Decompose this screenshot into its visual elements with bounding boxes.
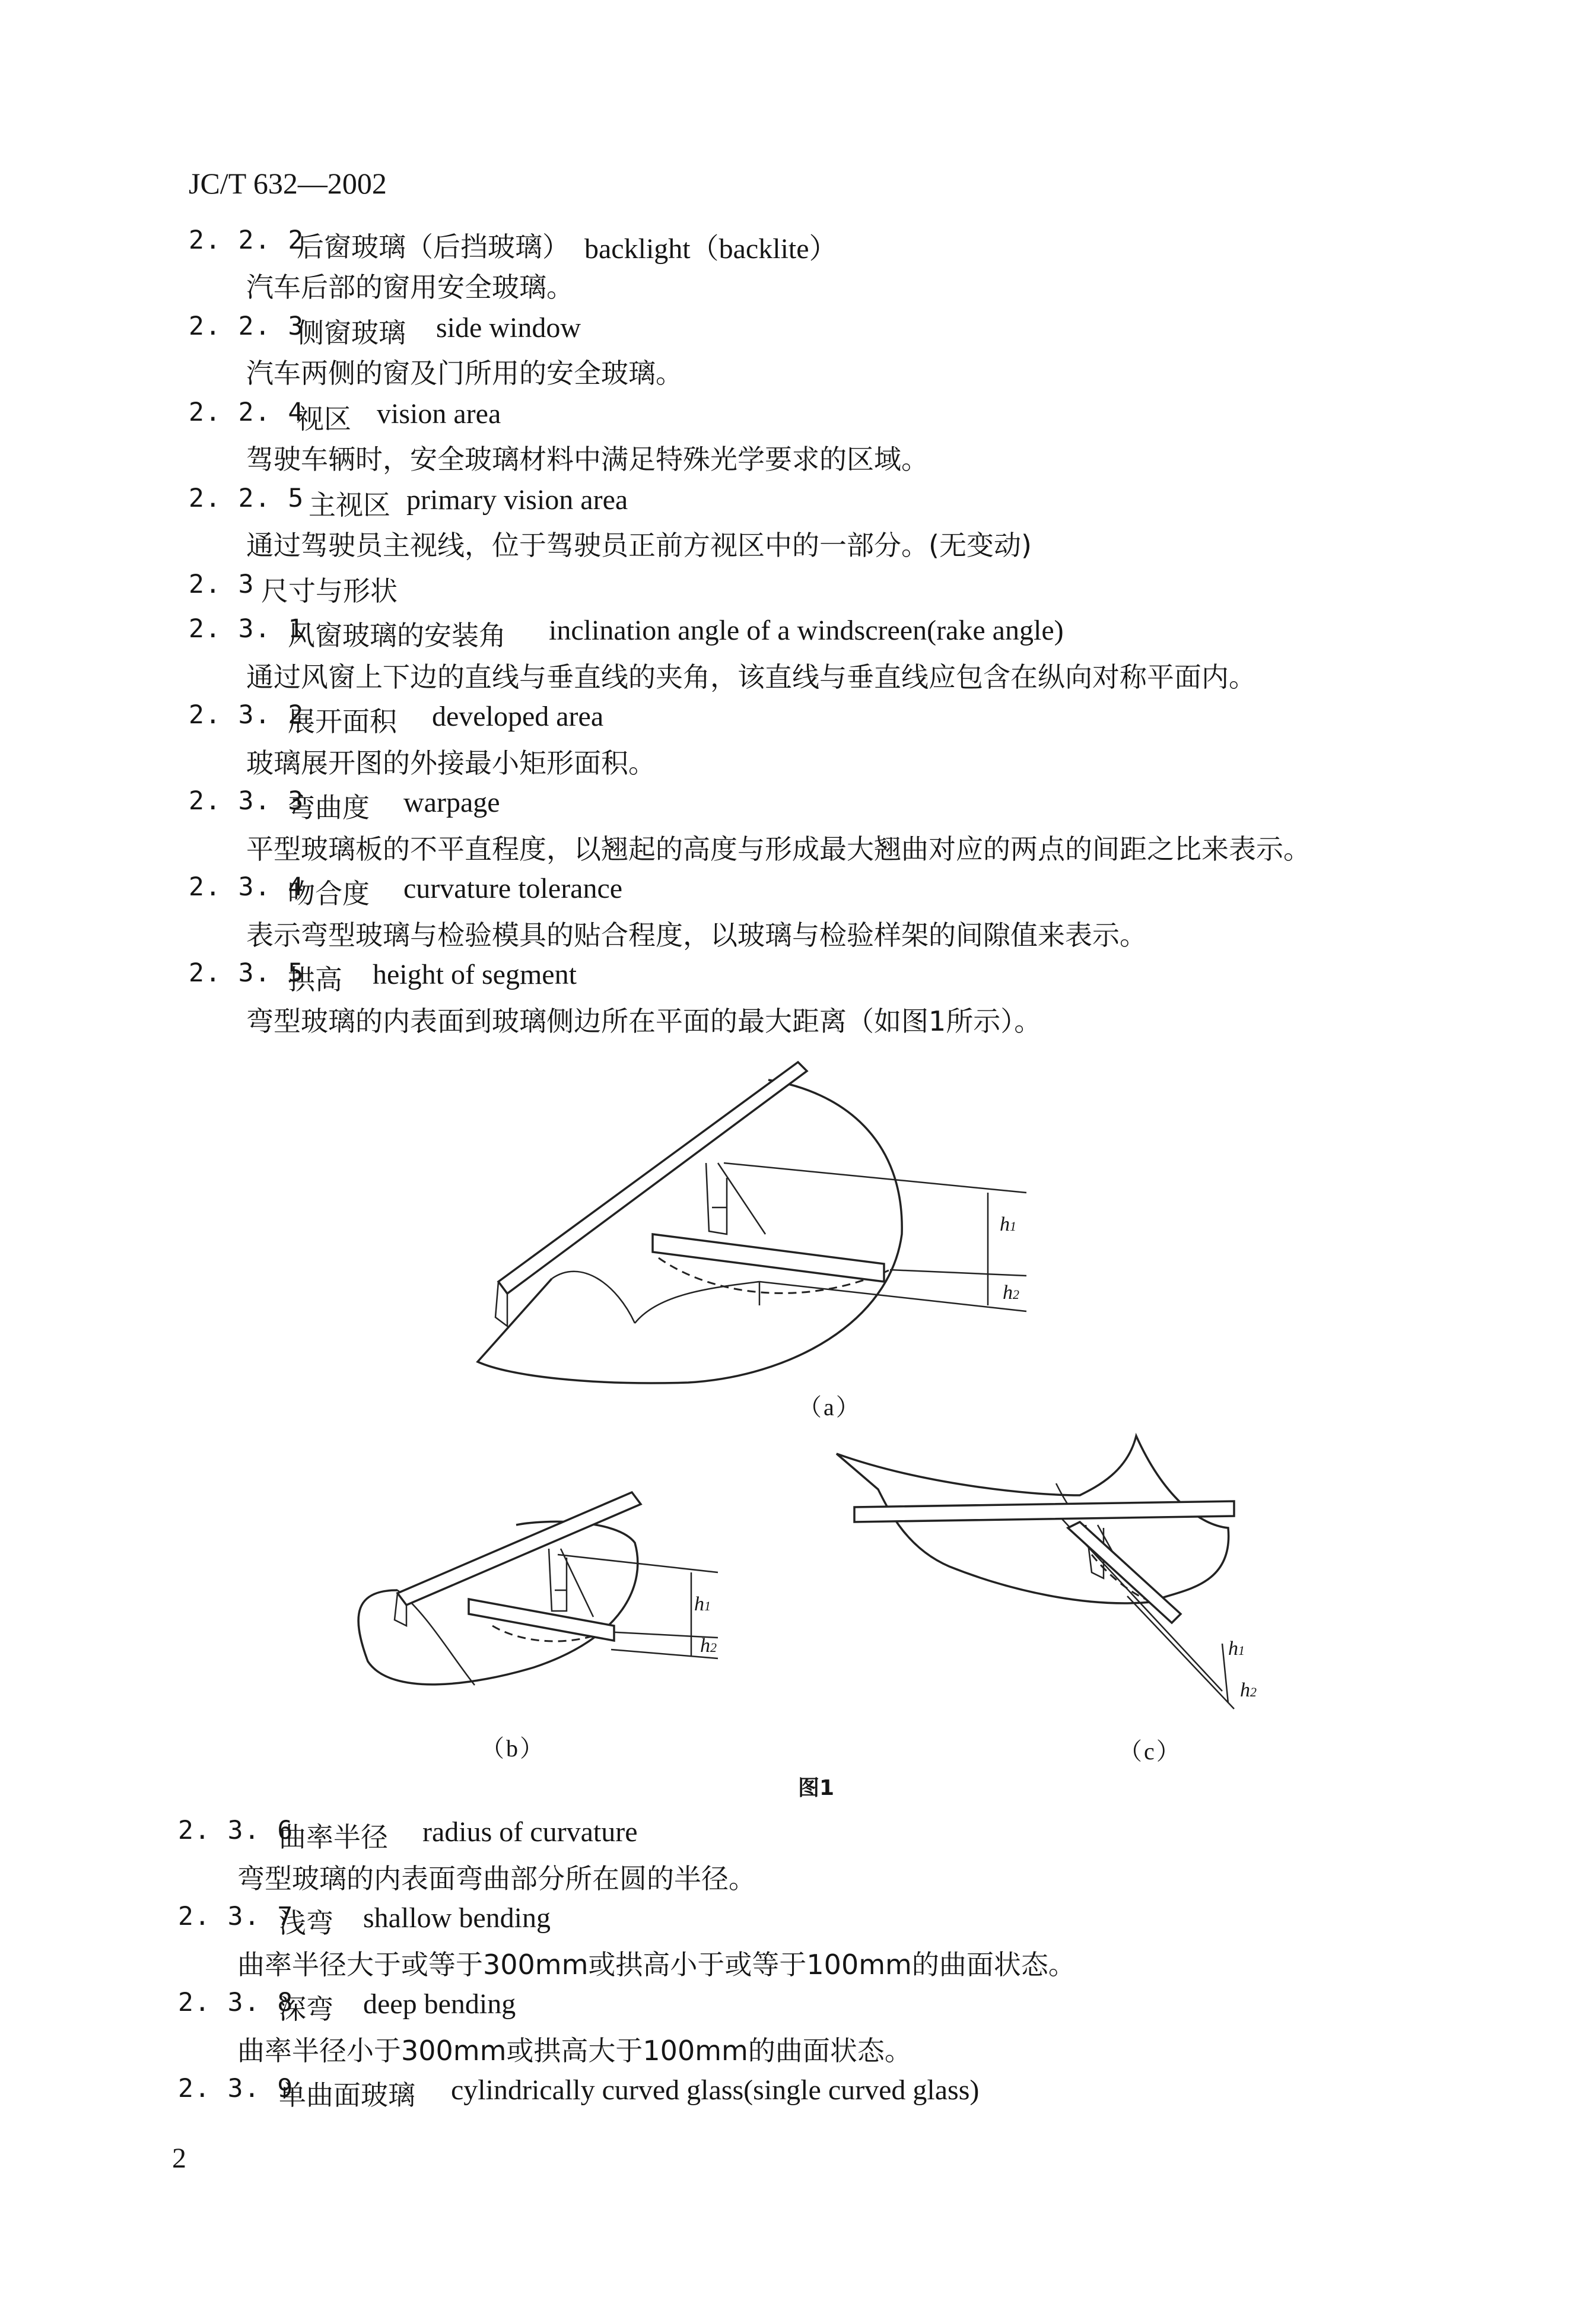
entry-number: 2. 2. 2 <box>189 225 305 255</box>
entry-term-zh: 拱高 <box>288 964 342 996</box>
entry-term-en: cylindrically curved glass(single curved glass) <box>451 2074 980 2106</box>
entry-term-en: developed area <box>432 701 604 732</box>
entry-term-zh: 深弯 <box>279 1993 333 2025</box>
entry-term-en: side window <box>436 312 581 344</box>
cross-bar-c <box>1068 1522 1181 1623</box>
entry-definition: 通过驾驶员主视线，位于驾驶员正前方视区中的一部分。(无变动) <box>246 529 1032 561</box>
entry-definition: 通过风窗上下边的直线与垂直线的夹角，该直线与垂直线应包含在纵向对称平面内。 <box>246 661 1256 693</box>
entry-term-en: height of segment <box>373 959 577 990</box>
entry-definition: 弯型玻璃的内表面弯曲部分所在圆的半径。 <box>237 1863 756 1895</box>
entry-term-zh: 视区 <box>297 403 351 435</box>
entry-term-en: shallow bending <box>363 1902 551 1934</box>
entry-number: 2. 2. 4 <box>189 398 305 427</box>
entry-term-en: backlight（backlite） <box>584 233 838 265</box>
entry-term-zh: 吻合度 <box>288 878 370 910</box>
section-title: 尺寸与形状 <box>261 575 398 607</box>
entry-term-zh: 后窗玻璃（后挡玻璃） <box>297 231 570 263</box>
entry-term-en: primary vision area <box>406 484 628 516</box>
entry-number: 2. 3. 5 <box>189 958 305 988</box>
h2-label-c: h2 <box>1240 1679 1257 1701</box>
entry-term-zh: 风窗玻璃的安装角 <box>288 619 506 652</box>
h1-label-a: h1 <box>1000 1213 1016 1235</box>
figure-label-a: （a） <box>798 1394 861 1421</box>
entry-number: 2. 3. 3 <box>189 786 305 816</box>
entry-definition: 平型玻璃板的不平直程度，以翘起的高度与形成最大翘曲对应的两点的间距之比来表示。 <box>246 833 1311 865</box>
entry-term-en: vision area <box>377 398 501 430</box>
entry-term-en: radius of curvature <box>422 1816 638 1848</box>
entry-term-zh: 弯曲度 <box>288 792 370 824</box>
entry-term-zh: 曲率半径 <box>279 1821 388 1853</box>
entry-definition: 汽车两侧的窗及门所用的安全玻璃。 <box>246 357 683 389</box>
entry-definition: 玻璃展开图的外接最小矩形面积。 <box>246 747 656 779</box>
entry-term-zh: 浅弯 <box>279 1907 333 1939</box>
h2-label-b: h2 <box>700 1635 717 1657</box>
entry-definition: 曲率半径小于300mm或拱高大于100mm的曲面状态。 <box>237 2035 912 2067</box>
document-code: JC/T 632—2002 <box>189 167 387 200</box>
h2-label-a: h2 <box>1003 1282 1019 1304</box>
entry-number: 2. 3. 4 <box>189 872 305 902</box>
entry-definition: 表示弯型玻璃与检验模具的贴合程度，以玻璃与检验样架的间隙值来表示。 <box>246 919 1147 951</box>
h1-label-b: h1 <box>694 1593 711 1615</box>
entry-term-zh: 展开面积 <box>288 706 397 738</box>
figure-label-c: （c） <box>1118 1738 1182 1765</box>
page-number: 2 <box>172 2143 186 2174</box>
section-number: 2. 3 <box>189 570 255 599</box>
entry-definition: 汽车后部的窗用安全玻璃。 <box>246 271 574 303</box>
entry-term-en: warpage <box>403 787 500 818</box>
entry-term-zh: 侧窗玻璃 <box>297 317 406 349</box>
ruler-bar-c <box>854 1501 1234 1522</box>
entry-term-zh: 主视区 <box>309 489 390 521</box>
entry-number: 2. 3. 6 <box>178 1816 294 1845</box>
entry-number: 2. 2. 5 <box>189 484 305 513</box>
entry-term-en: curvature tolerance <box>403 873 623 904</box>
entry-definition: 驾驶车辆时，安全玻璃材料中满足特殊光学要求的区域。 <box>246 443 929 475</box>
entry-definition: 弯型玻璃的内表面到玻璃侧边所在平面的最大距离（如图1所示）。 <box>246 1005 1042 1037</box>
entry-number: 2. 3. 9 <box>178 2074 294 2103</box>
entry-definition: 曲率半径大于或等于300mm或拱高小于或等于100mm的曲面状态。 <box>237 1949 1076 1981</box>
entry-term-en: inclination angle of a windscreen(rake angle) <box>549 615 1064 646</box>
h1-label-c: h1 <box>1228 1638 1245 1660</box>
figure-label-b: （b） <box>481 1735 545 1762</box>
figure-caption: 图1 <box>798 1776 835 1800</box>
entry-term-zh: 单曲面玻璃 <box>279 2079 415 2111</box>
entry-number: 2. 3. 1 <box>189 614 305 644</box>
entry-term-en: deep bending <box>363 1988 516 2020</box>
entry-number: 2. 3. 2 <box>189 700 305 730</box>
entry-number: 2. 3. 8 <box>178 1988 294 2017</box>
entry-number: 2. 2. 3 <box>189 312 305 341</box>
entry-number: 2. 3. 7 <box>178 1902 294 1931</box>
